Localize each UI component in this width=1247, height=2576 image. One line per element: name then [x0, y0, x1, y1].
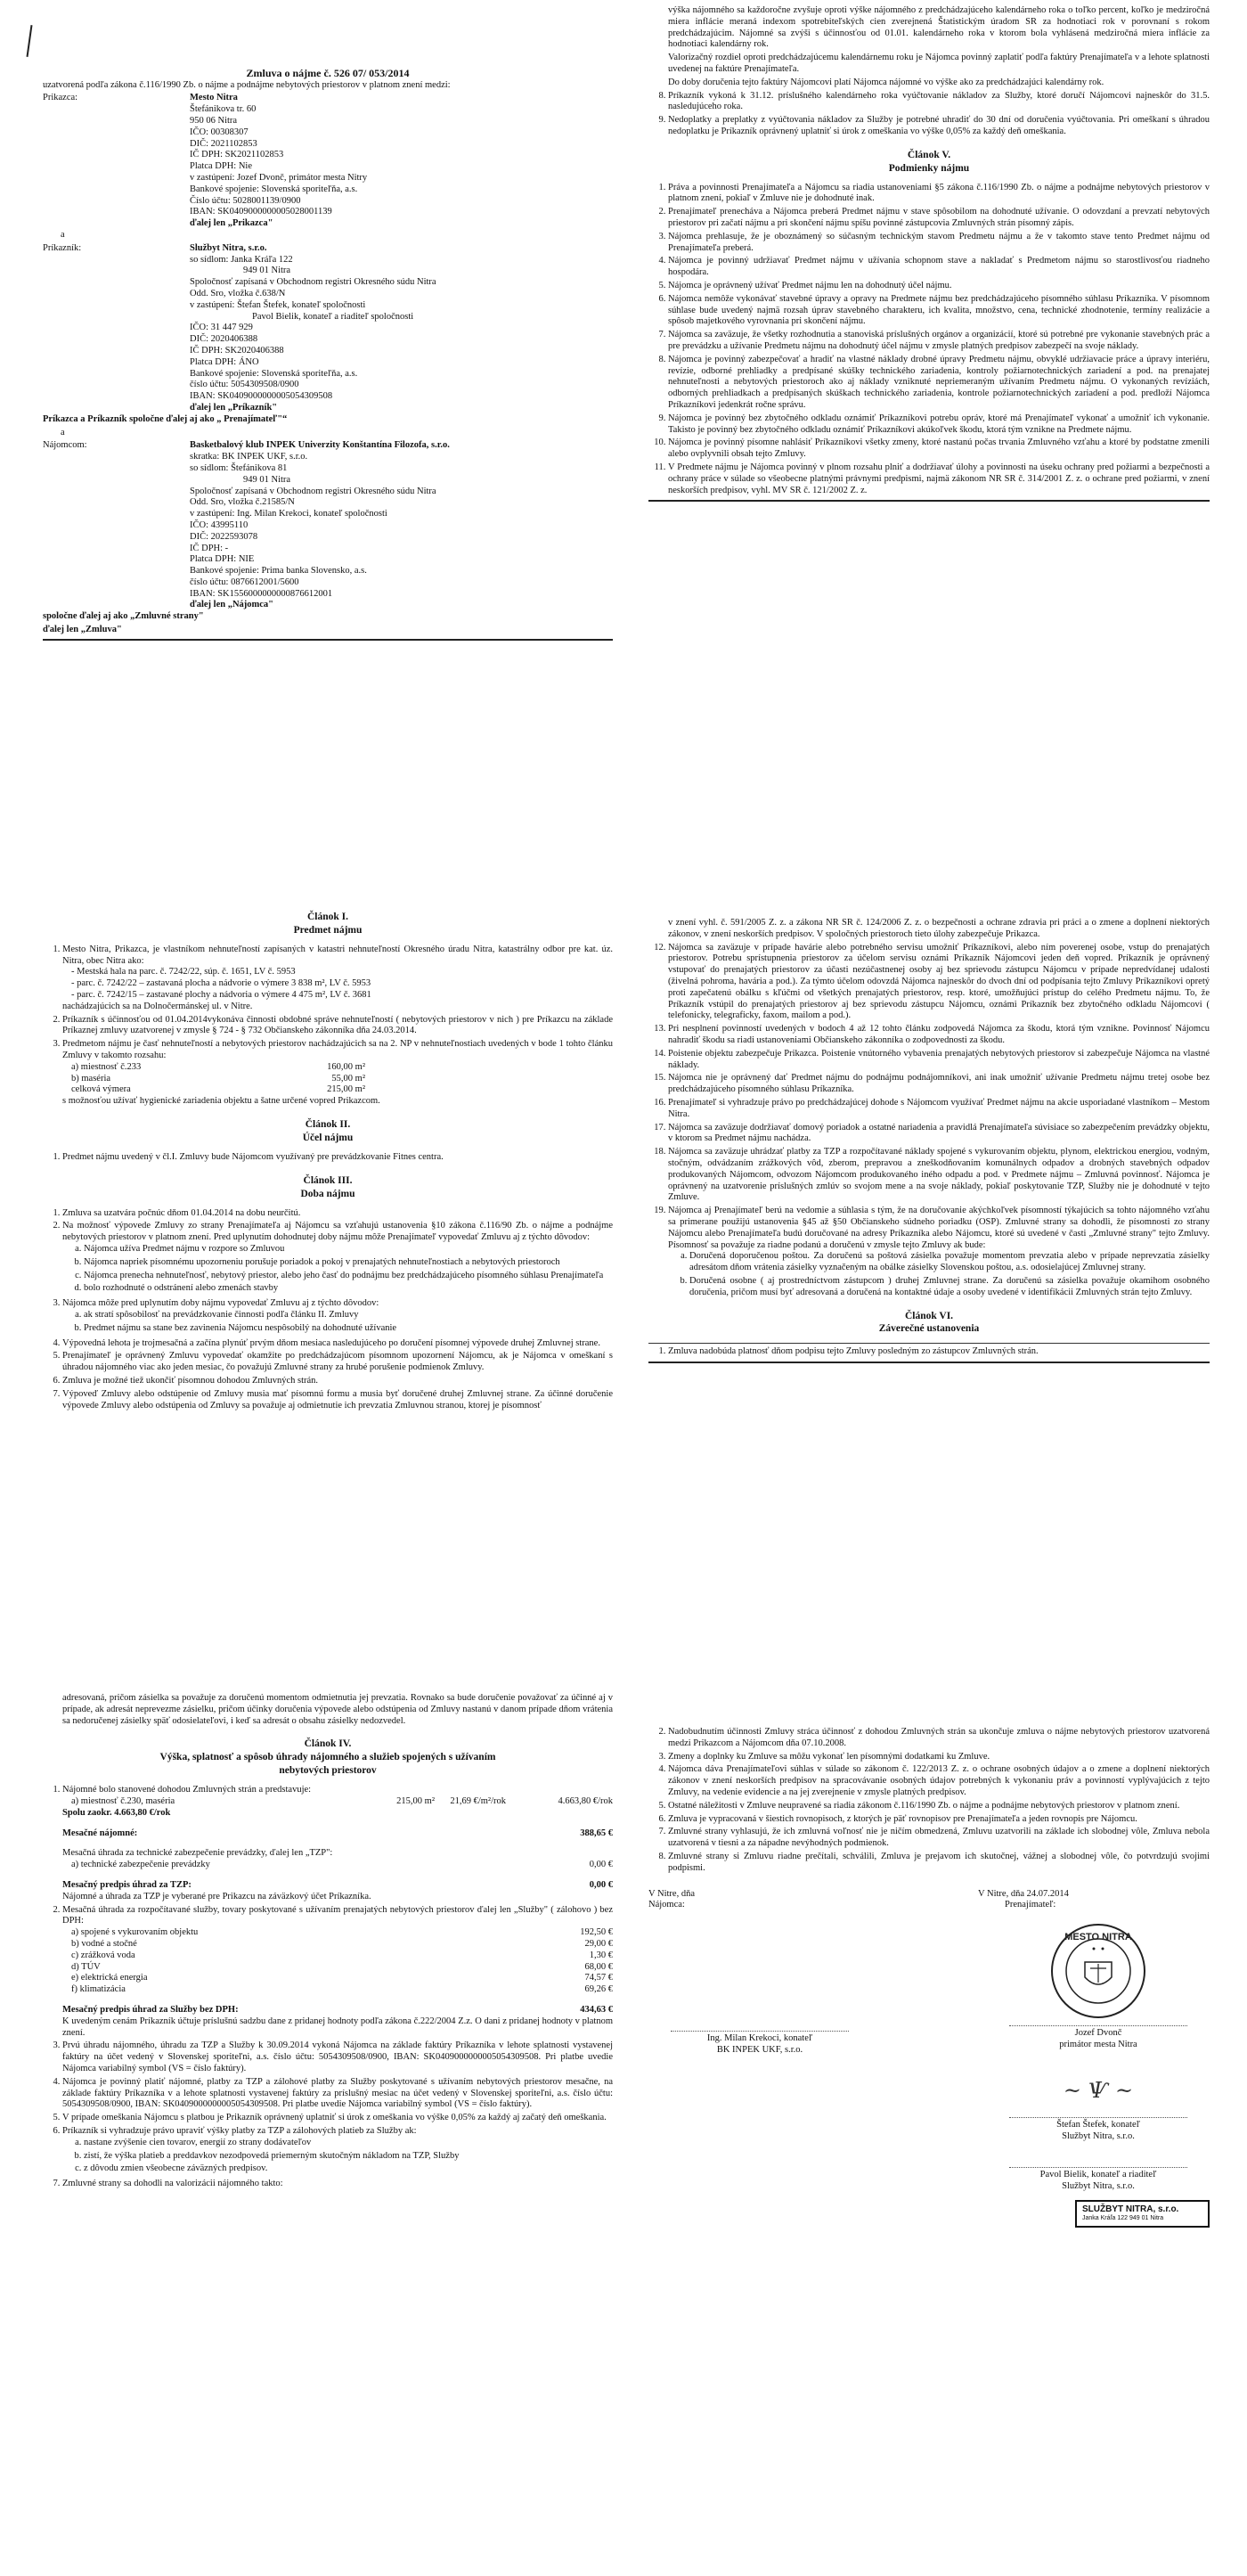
sublist-item: b. Doručená osobne ( aj prostredníctvom zástupcom ) druhej Zmluvnej strane. Za doručenú sa zásielka považuje okamihom osobného doručenia, pričom musí byť adresovaná a doručená na kontaktné údaje a osoby uvedené v identifikácii Zmluvných strán tejto Zmluvy. [689, 1276, 1210, 1299]
signature-line [1009, 2117, 1187, 2118]
signature-line [1009, 2167, 1187, 2168]
signature-row-2 [648, 2062, 1210, 2143]
tzp-total-row [62, 1880, 613, 1892]
divider [648, 1362, 1210, 1363]
list-item: 5. Prenajímateľ je oprávnený Zmluvu vypovedať okamžite po predchádzajúcom písomnom upozornení Nájomcu, ak je Nájomca v omeškaní s úhradou nájomného viac ako jeden mesiac, čo považujú Zmluvné strany za hrubé porušenie podmienok Zmluvy. [62, 1351, 613, 1374]
service-value: 1,30 € [589, 1950, 613, 1960]
list-item: 4. Nájomca je povinný platiť nájomné, platby za TZP a zálohové platby za Služby poskytované s užívaním nebytových priestorov mesačne, na základe faktúry Príkazníka v a lehote splatnosti vystavenej faktúry za príslušný mesiac na účet vedený v Slovenskej sporiteľni, a.s. číslo účtu: 5054309508/0900, IBAN: SK0409000000005054309508. Pri platbe uvedie Nájomca variabilný symbol (VS = číslo faktúry). [62, 2077, 613, 2111]
handwritten-signature: ~ Ѱ ~ [1063, 2077, 1134, 2103]
list-item-text: Písomnosť sa považuje za riadne podanú a doručenú v zmysle tejto Zmluvy ak bude: [668, 1239, 986, 1250]
sublist [668, 1251, 1210, 1298]
list-item [62, 1221, 613, 1295]
area-value: 160,00 m² [327, 1061, 365, 1072]
party-line: 950 06 Nitra [190, 116, 238, 127]
party-line: Bankové spojenie: Slovenská sporiteľňa, a.s. [190, 368, 358, 379]
service-label: f) klimatizácia [71, 1984, 126, 1995]
paragraph: v znení vyhl. č. 591/2005 Z. z. a zákona NR SR č. 124/2006 Z. z. o bezpečnosti a ochrane zdravia pri práci a o zmene a doplnení niektorých zákonov, v znení neskorších predpisov. V spoločných priestoroch tieto úlohy zabezpečuje Prikazca. [668, 918, 1210, 939]
list-item: 1. Zmluva nadobúda platnosť dňom podpisu tejto Zmluvy posledným zo zástupcov Zmluvných strán. [668, 1346, 1210, 1358]
rent-row [62, 1796, 613, 1808]
party-role: Príkazník: [43, 242, 82, 253]
list-item: 8. Zmluvné strany si Zmluvu riadne prečítali, schválili, Zmluva je prejavom ich skutočnej, vážnej a slobodnej vôle, čo potvrdzujú svojimi podpismi. [668, 1852, 1210, 1875]
final-provisions-block [648, 1727, 1210, 2576]
sublist-item: b. Nájomca napriek písomnému upozorneniu porušuje poriadok a pokoj v prenajatých nehnuteľnostiach a nebytových priestoroch [84, 1257, 613, 1269]
paragraph: Valorizačný rozdiel oproti predchádzajúcemu kalendárnemu roku je Nájomca povinný zaplatiť podľa faktúry Prenajímateľa v a lehote splatnosti uvedenej na faktúre Prenajímateľa. [668, 53, 1210, 74]
term-list [43, 1208, 613, 1412]
party-line: ďalej len „Príkazník" [190, 402, 278, 413]
services-table [62, 1927, 613, 1996]
list-item: 6. Nájomca nemôže vykonávať stavebné úpravy a opravy na Predmete nájmu bez predchádzajúceho písomného súhlasu Príkazníka. V písomnom súhlase bude uvedený najmä rozsah úprav stavebného charakteru, ich kvalita, množstvo, cena, technické zhodnotenie, termíny realizácie a spôsob majetkového vyrovnania pri skončení nájmu. [668, 294, 1210, 328]
conjunction: a [61, 427, 65, 438]
signature-line [1009, 2025, 1187, 2026]
article-number: Článok II. [305, 1119, 351, 1131]
signature-row-1 [648, 1917, 1210, 2057]
further-definition: ďalej len „Zmluva" [43, 625, 122, 635]
list-item: 6. Zmluva je možné tiež ukončiť písomnou dohodou Zmluvných strán. [62, 1376, 613, 1387]
party-line: v zastúpení: Štefan Štefek, konateľ spoločnosti [190, 299, 366, 310]
tzp-item-value: 0,00 € [589, 1860, 613, 1870]
sublist-text: parc. č. 7242/15 – zastavané plochy a nádvoria o výmere 4 475 m², LV č. 3681 [77, 990, 371, 1001]
service-label: a) spojené s vykurovaním objektu [71, 1927, 199, 1938]
area-label: a) miestnosť č.233 [71, 1061, 142, 1072]
list-item: 16. Prenajímateľ si vyhradzuje právo po predchádzajúcej dohode s Nájomcom využívať Predmet nájmu na akcie usporiadané vlastníkom – Mestom Nitra. [668, 1098, 1210, 1121]
article-heading [648, 1310, 1210, 1337]
signature-row-3 [648, 2147, 1210, 2193]
list-item [668, 943, 1210, 1023]
party-line: Bankové spojenie: Prima banka Slovensko, a.s. [190, 566, 367, 577]
service-value: 29,00 € [584, 1938, 613, 1949]
sublist-item: - parc. č. 7242/22 – zastavaná plocha a nádvorie o výmere 3 838 m², LV č. 5953 [71, 978, 371, 989]
payments-list [43, 1785, 613, 2190]
service-row [71, 1939, 613, 1950]
party-name: Službyt Nitra, s.r.o. [190, 242, 267, 253]
party-line: číslo účtu: 5054309508/0900 [190, 380, 299, 390]
list-item: 3. Zmeny a doplnky ku Zmluve sa môžu vykonať len písomnými dodatkami ku Zmluve. [668, 1752, 1210, 1763]
article-number: Článok IV. [304, 1738, 352, 1750]
party-line: 949 01 Nitra [243, 474, 291, 485]
party-line: IČ DPH: SK2021102853 [190, 150, 284, 160]
signer-role: Prenajímateľ: [1005, 1900, 1056, 1910]
article-title: Podmienky nájmu [888, 162, 970, 174]
article-heading [648, 149, 1210, 176]
party-prikaznik [43, 243, 613, 414]
sublist-text: parc. č. 7242/22 – zastavaná plocha a nádvorie o výmere 3 838 m², LV č. 5953 [77, 978, 371, 989]
rent-sum: Spolu zaokr. 4.663,80 €/rok [62, 1807, 171, 1818]
sublist-item: - parc. č. 7242/15 – zastavané plochy a nádvoria o výmere 4 475 m², LV č. 3681 [71, 990, 371, 1001]
list-item-text: Príkazník si vyhradzuje právo upraviť výšky platby za TZP a zálohových platieb za Služby ak: [62, 2125, 417, 2136]
list-item [62, 1905, 613, 2040]
signature-left [648, 1917, 871, 2057]
rent-total: 4.663,80 €/rok [558, 1796, 613, 1806]
party-role: Prikazca: [43, 93, 78, 103]
payments-block [43, 1693, 613, 2576]
list-item: 11. V Predmete nájmu je Nájomca povinný v plnom rozsahu plniť a dodržiavať úlohy a povinnosti na úseku ochrany pred požiarmi a bezpečnosti a ochrany práce v súlade so všeobecne platnými právnymi predpismi, najmä zákonom NR SR č. 314/2001 Z. z. o ochrane pred požiarmi, v znení neskorších predpisov, vyhl. MV SR č. 121/2002 Z. z. [668, 462, 1210, 496]
list-item: 7. Nájomca sa zaväzuje, že všetky rozhodnutia a stanoviská príslušných orgánov a organizácií, ktoré sú potrebné pre vykonanie stavebných prác a pre prevádzku a užívanie Predmetu nájmu na dohodnutý účel nájmu v zmysle platných predpisov zabezpečí na svoje náklady. [668, 330, 1210, 353]
service-value: 69,26 € [584, 1984, 613, 1995]
area-row [71, 1062, 365, 1074]
contract-header-block [43, 67, 613, 873]
conditions-cont-block [648, 918, 1210, 1704]
purpose-list [43, 1152, 613, 1164]
list-item: 7. Zmluvné strany vyhlasujú, že ich zmluvná voľnosť nie je ničím obmedzená, Zmluvu uzatvorili na základe ich slobodnej vôle, Zmluva nebola uzatvorená v tiesni a za nápadne nevýhodných podmienok. [668, 1827, 1210, 1850]
payment-list [648, 91, 1210, 138]
sublist [62, 2138, 613, 2175]
party-line: Odd. Sro, vložka č.638/N [190, 288, 286, 298]
party-info [190, 93, 613, 230]
sublist [62, 967, 613, 1001]
party-line: so sídlom: Janka Kráľa 122 [190, 254, 293, 265]
service-row [71, 1950, 613, 1962]
list-item [62, 1785, 613, 1902]
list-item-text: Nájomca sa zaväzuje v prípade havárie alebo potrebného servisu umožniť Príkazníkovi, alebo ním poverenej osobe, vstup do prenajatých priestorov. Potrebu sprístupnenia priestorov za účelom servisu oznámi Príkazník Nájomcovi jeden deň vopred. [668, 942, 1210, 964]
list-item [62, 1039, 613, 1108]
service-row [71, 1927, 613, 1939]
party-line: Číslo účtu: 5028001139/0900 [190, 195, 301, 206]
place-date: V Nitre, dňa [648, 1888, 696, 1899]
tzp-intro: Mesačná úhrada za technické zabezpečenie prevádzky, ďalej len „TZP": [62, 1848, 333, 1859]
list-item: 4. Výpovedná lehota je trojmesačná a začína plynúť prvým dňom mesiaca nasledujúceho po doručení písomnej výpovede druhej Zmluvnej strane. [62, 1338, 613, 1350]
party-line: 949 01 Nitra [243, 266, 291, 276]
list-item: 8. Príkazník vykoná k 31.12. príslušného kalendárneho roka vyúčtovanie nákladov za Služby, ktoré doručí Nájomcovi najneskôr do 31.5. nasledujúceho roka. [668, 91, 1210, 114]
list-item: 6. Zmluva je vypracovaná v šiestich rovnopisoch, z ktorých je päť rovnopisov pre Prenajímateľa a jeden rovnopis pre Nájomcu. [668, 1814, 1210, 1826]
list-item-text: Na možnosť výpovede Zmluvy zo strany Prenajímateľa aj Nájomcu sa vzťahujú ustanovenia §10 zákona č.116/90 Zb. o nájme a podnájme nebytových priestorov v platnom znení. [62, 1221, 613, 1243]
services-total-label: Mesačný predpis úhrad za Služby bez DPH: [62, 2004, 239, 2015]
list-item: 4. Nájomca je povinný udržiavať Predmet nájmu v užívania schopnom stave a nakladať s Predmetom nájmu so starostlivosťou riadneho hospodára. [668, 256, 1210, 279]
list-item [62, 2126, 613, 2175]
area-row [71, 1084, 365, 1096]
list-item: 5. Ostatné náležitosti v Zmluve neupravené sa riadia zákonom č.116/1990 Zb. o nájme a podnájme nebytových priestorov v platnom znení. [668, 1801, 1210, 1812]
city-seal-stamp [1049, 1922, 1147, 2020]
joint-definition: Príkazca a Príkazník spoločne ďalej aj ako „ Prenajímateľ"“ [43, 413, 288, 424]
list-item-text: Nájomné bolo stanovené dohodou Zmluvných strán a predstavuje: [62, 1785, 312, 1795]
party-line: IČ DPH: SK2020406388 [190, 345, 284, 356]
sublist-item: b. zistí, že výška platieb a preddavkov nezodpovedá priemerným skutočným nákladom na TZP, Služby [84, 2151, 613, 2163]
sublist-item: a. Nájomca užíva Predmet nájmu v rozpore so Zmluvou [84, 1244, 613, 1255]
list-item-text: Nájomca sa zaväzuje uhrádzať platby za TZP a rozpočítavané náklady spojené s vykurovaním objektu, plynom, elektrickou energiou, vodným, stočným, odvádzaním zrážkových vôd, zberom, prepravou a zneškodňovaním komunálnych odpadov a drobných stavebných odpadov produkovaných Nájomcom, odvozom Nájomcom produkovaného iného odpadu a pod. v Predmete nájmu – Zmluvná povinnosť. [668, 1147, 1210, 1180]
list-item-text: nachádzajúcich sa na Dolnočermánskej ul. v Nitre. [62, 1001, 253, 1011]
company-stamp-address: Janka Kráľa 122 949 01 Nitra [1082, 2215, 1164, 2222]
party-line: Spoločnosť zapísaná v Obchodnom registri Okresného súdu Nitra [190, 486, 436, 496]
article-number: Článok III. [303, 1174, 353, 1186]
stamp-text: MESTO NITRA [1064, 1932, 1132, 1943]
together-definition: spoločne ďalej aj ako „Zmluvné strany" [43, 611, 204, 622]
conditions-list-cont [648, 943, 1210, 1299]
divider [43, 639, 613, 641]
party-line: ďalej len „Nájomca" [190, 600, 274, 610]
signature-left-header [648, 1889, 695, 1912]
party-line: číslo účtu: 0876612001/5600 [190, 577, 299, 587]
article-number: Článok I. [306, 912, 349, 922]
area-value: 215,00 m² [327, 1084, 365, 1095]
party-name: Mesto Nitra [190, 93, 238, 103]
service-row [71, 1984, 613, 1996]
paragraph: výška nájomného sa každoročne zvyšuje oproti výške nájomného z predchádzajúceho kalendárneho roka o toľko percent, koľko je medziročná miera inflácie meraná indexom spotrebiteľských cien zverejnená Štatistickým úradom SR za hodnotiaci rok v porovnaní s rokom predchádzajúcim. Nájomné sa zvýši s účinnosťou od 01.01. kalendárneho roka v ktorom bola vyhlásená medziročná miera inflácie za hodnotiaci kalendárny rok. [668, 5, 1210, 50]
article-heading [43, 1174, 613, 1201]
place-date: V Nitre, dňa 24.07.2014 [978, 1888, 1069, 1899]
signer-org: BK INPEK UKF, s.r.o. [716, 2044, 803, 2055]
list-item: 10. Nájomca je povinný písomne nahlásiť Príkazníkovi všetky zmeny, ktoré nastanú počas trvania Zmluvného vzťahu a ktoré by podstatne zmenili alebo ovplyvnili obsah tejto Zmluvy. [668, 438, 1210, 461]
list-item-text: Nájomca je oprávnený na uzatvorenie príslušných zmlúv so svojom mene a na svoje náklady, pokiaľ poskytovanie TZP, Služby nie je dohodnuté v tejto Zmluve. [668, 1169, 1210, 1203]
party-line: DIČ: 2020406388 [190, 334, 258, 345]
paragraph: adresovaná, pričom zásielka sa považuje za doručenú momentom odmietnutia jej prevzatia. Rovnako sa bude doručenie považovať za účinné aj v prípade, ak adresát neprevezme zásielku, pričom účinky doručenia výpovede alebo odstúpenia od Zmluvy nastanú v danom prípade dňom vrátenia sa nedoručenej zásielky späť odosielateľovi, i keď sa adresát o obsahu zásielky nedozvedel. [62, 1693, 613, 1726]
list-item: 3. Nájomca prehlasuje, že je oboznámený so súčasným technickým stavom Predmetu nájmu a že v takomto stave tento Predmet nájmu od Prenajímateľa preberá. [668, 232, 1210, 255]
party-line: IČO: 43995110 [190, 519, 249, 530]
area-label: celková výmera [71, 1084, 131, 1095]
sublist-item: a. ak stratí spôsobilosť na prevádzkovanie činnosti podľa článku II. Zmluvy [84, 1310, 613, 1321]
sublist-item: a. Doručená doporučenou poštou. Za doručenú sa poštová zásielka považuje momentom prevzatia alebo v prípade neprevzatia zásielky adresátom dňom vrátenia zásielky vyznačeným na obálke zásielky Slovenskou poštou, a.s. odosielajúcej Zmluvnej strany. [689, 1251, 1210, 1274]
list-item: 8. Nájomca je povinný zabezpečovať a hradiť na vlastné náklady drobné úpravy Predmetu nájmu, obvyklé udržiavacie práce a úpravy interiéru, revízie, odborné prehliadky a predpísané skúšky technického zariadenia, kontroly požiarnotechnických zariadení a pod. na prenajatej nehnuteľnosti a nebytových priestoroch ako aj náklady vzniknuté nepriemeraným užívaním Predmetu nájmu. O vykonaných revíziách, odborných prehliadkach a predpísaných skúškach technického zariadenia, kontrole požiarnotechnických zariadení a pod. predloží Nájomca Príkazníkovi jedenkrát ročne správu. [668, 355, 1210, 412]
article-title: Záverečné ustanovenia [878, 1323, 980, 1335]
service-row [71, 1962, 613, 1974]
list-item: 9. Nedoplatky a preplatky z vyúčtovania nákladov za Služby je potrebné uhradiť do 30 dní od doručenia vyúčtovania. Pri omeškaní s úhradou nedoplatku je Príkazník oprávnený uplatniť si úrok z omeškania vo výške 0,05% za každý deň omeškania. [668, 115, 1210, 138]
party-line: DIČ: 2021102853 [190, 138, 257, 149]
sublist-item: c. z dôvodu zmien všeobecne záväzných predpisov. [84, 2163, 613, 2175]
party-line: IČO: 00308307 [190, 127, 249, 137]
list-item: 14. Poistenie objektu zabezpečuje Prikazca. Poistenie vnútorného vybavenia prenajatých nebytových priestorov si zabezpečuje Nájomca na vlastné náklady. [668, 1049, 1210, 1072]
party-line: IBAN: SK1556000000000876612001 [190, 588, 333, 599]
list-item-text: Nájomca môže pred uplynutím doby nájmu vypovedať Zmluvu aj z týchto dôvodov: [62, 1298, 379, 1309]
list-item-text: Mesto Nitra, Prikazca, je vlastníkom nehnuteľností zapísaných v katastri nehnuteľností Okresného úradu Nitra, katastrálny odbor pre kat. úz. Nitra, obec Nitra ako: [62, 944, 613, 966]
service-value: 74,57 € [584, 1973, 613, 1983]
list-item-text: s možnosťou užívať hygienické zariadenia objektu a šatne určené vopred Prikazcom. [62, 1096, 380, 1107]
list-item: 4. Nájomca dáva Prenajímateľovi súhlas v súlade so zákonom č. 122/2013 Z. z. o ochrane osobných údajov a o zmene a doplnení niektorých zákonov v znení neskorších predpisov na spracovávanie osobných údajov potrebných k vykonaniu práv a povinností vyplývajúcich z tejto Zmluvy, na vedenie evidencie a na jej zverejnenie v zmysle platných predpisov. [668, 1764, 1210, 1798]
pen-mark [27, 25, 33, 57]
area-value: 55,00 m² [331, 1073, 365, 1084]
monthly-rent-label: Mesačné nájomné: [62, 1828, 138, 1838]
final-list-cont [648, 1727, 1210, 1875]
sublist-item: d. bolo rozhodnuté o odstránení alebo zmenách stavby [84, 1283, 613, 1295]
article-heading [43, 1118, 613, 1145]
list-item: 13. Pri nesplnení povinností uvedených v bodoch 4 až 12 tohto článku zodpovedá Nájomca za škodu, ktorá tým vznikne. Povinnosť Nájomcu nahradiť škodu sa riadi ustanoveniami Občianskeho zákonníka o zodpovednosti za škodu. [668, 1024, 1210, 1047]
party-line: Platca DPH: Nie [190, 161, 252, 172]
tzp-total-value: 0,00 € [589, 1879, 613, 1890]
party-name: Basketbalový klub INPEK Univerzity Konštantína Filozofa, s.r.o. [190, 440, 450, 451]
sublist-item: c. Nájomca prenecha nehnuteľnosť, nebytový priestor, alebo jeho časť do podnájmu bez predchádzajúceho písomného súhlasu Prenajímateľa [84, 1271, 613, 1282]
article-title: Doba nájmu [300, 1188, 355, 1199]
tzp-item-label: a) technické zabezpečenie prevádzky [71, 1860, 210, 1870]
paragraph: Do doby doručenia tejto faktúry Nájomcovi platí Nájomca nájomné vo výške ako za predchádzajúci kalendárny rok. [668, 77, 1104, 87]
divider [648, 500, 1210, 502]
sublist-item: a. nastane zvýšenie cien tovarov, energií zo strany dodávateľov [84, 2138, 613, 2149]
party-prikazca [43, 93, 613, 230]
tzp-total-label: Mesačný predpis úhrad za TZP: [62, 1879, 192, 1890]
list-item-text: Príkazník je oprávnený vstupovať do prenajatých priestorov za účasti nezúčastnenej osoby aj bez sprievodu zástupcu Nájomcu v prípade nepredvídanej udalosti (živelná pohroma, havária a pod.). Za týmto účelom odovzdá Nájomca najneskôr do dvoch dní od podpísania tejto Zmluvy Príkazníkovi opretý proti zapečatenú obálku s kľúčmi od všetkých prenajatých priestorov, resp. ktoré, umožňujúci prístup do celého Predmetu nájmu. To, že Príkazník vstúpil do prenajatých priestorov aj bez sprievodu zástupcu Nájomcu, oznámi Príkazník bez zbytočného odkladu Nájomcovi ( telefonicky, telegraficky, faxom, mailom a pod.). [668, 953, 1210, 1021]
party-line: DIČ: 2022593078 [190, 531, 258, 542]
list-item: 7. Zmluvné strany sa dohodli na valorizácii nájomného takto: [62, 2179, 613, 2190]
service-label: c) zrážková voda [71, 1950, 135, 1960]
party-line: so sídlom: Štefánikova 81 [190, 462, 288, 473]
list-item: 7. Výpoveď Zmluvy alebo odstúpenie od Zmluvy musia mať písomnú formu a musia byť doručené druhej Zmluvnej strane. Za účinné doručenie výpovede Zmluvy alebo odstúpenia od Zmluvy sa považuje aj odmietnutie ich prevzatia Zmluvnou stranou, ktorej je písomnosť [62, 1389, 613, 1412]
party-line: v zastúpení: Jozef Dvonč, primátor mesta Nitry [190, 173, 368, 183]
contract-intro: uzatvorená podľa zákona č.116/1990 Zb. o nájme a podnájme nebytových priestorov v platnom znení medzi: [43, 79, 451, 90]
articles-1-3-block [43, 900, 613, 1648]
party-line: ďalej len „Prikazca" [190, 218, 273, 229]
divider [648, 1343, 1210, 1344]
article-heading [43, 1738, 613, 1778]
subject-list [43, 945, 613, 1108]
article-number: Článok VI. [904, 1310, 954, 1321]
conjunction: a [61, 229, 65, 240]
list-item: 15. Nájomca nie je oprávnený dať Predmet nájmu do podnájmu podnájomníkovi, ani inak umožniť užívanie Predmetu nájmu tretej osobe bez predchádzajúceho písomného súhlasu Príkazníka. [668, 1073, 1210, 1096]
list-item-text: Mesačná úhrada za rozpočítavané služby, tovary poskytované s užívaním prenajatých nebytových priestorov ďalej len „Služby" ( zálohovo ) bez DPH: [62, 1904, 613, 1926]
sublist-item: - Mestská hala na parc. č. 7242/22, súp. č. 1651, LV č. 5953 [71, 967, 296, 977]
tzp-note: Nájomné a úhrada za TZP je vyberané pre Prikazcu na záväzkový účet Príkazníka. [62, 1891, 371, 1901]
signer-role: primátor mesta Nitra [1059, 2039, 1137, 2049]
area-table [62, 1062, 365, 1096]
list-item: 3. Prvú úhradu nájomného, úhradu za TZP a Služby k 30.09.2014 vykoná Nájomca na základe faktúry Príkazníka v lehote splatnosti vystavenej faktúry na účet vedený v Slovenskej sporiteľni, a.s. číslo účtu: 5054309508/0900, IBAN: SK0409000000005054309508. Pri platbe uvedie Nájomca variabilný symbol (VS = číslo faktúry). [62, 2040, 613, 2074]
signer-name: Jozef Dvonč [1074, 2028, 1122, 2039]
tzp-item-row [62, 1860, 613, 1871]
sublist-item: b. Predmet nájmu sa stane bez zavinenia Nájomcu nespôsobilý na dohodnuté užívanie [84, 1323, 613, 1335]
sublist-text: Mestská hala na parc. č. 7242/22, súp. č. 1651, LV č. 5953 [77, 967, 296, 977]
signature-right-3 [987, 2147, 1210, 2193]
signer-name: Pavol Bielik, konateľ a riaditeľ [1039, 2170, 1157, 2180]
list-item: 1. Zmluva sa uzatvára počnúc dňom 01.04.2014 na dobu neurčitú. [62, 1208, 613, 1220]
article-number: Článok V. [907, 149, 951, 160]
article-title: Výška, splatnosť a spôsob úhrady nájomného a služieb spojených s užívaním [159, 1752, 496, 1763]
list-item-text: Pred uplynutím dohodnutej doby nájmu môže Prenajímateľ vypovedať Zmluvu aj z týchto dôvodov: [213, 1232, 590, 1243]
signer-name: Ing. Milan Krekoci, konateľ [706, 2033, 813, 2044]
service-value: 68,00 € [584, 1961, 613, 1972]
party-line: Platca DPH: ÁNO [190, 356, 259, 367]
area-row [71, 1074, 365, 1085]
party-line: Odd. Sro, vložka č.21585/N [190, 497, 295, 508]
company-stamp-title: SLUŽBYT NITRA, s.r.o. [1082, 2204, 1179, 2214]
list-item [62, 1298, 613, 1334]
signature-right-2 [987, 2062, 1210, 2143]
list-item: 17. Nájomca sa zaväzuje dodržiavať domový poriadok a ostatné nariadenia a pravidlá Prenajímateľa súvisiace so zabezpečením prevádzky objektu, v ktorom sa Predmet nájmu nachádza. [668, 1123, 1210, 1146]
area-label: b) maséria [71, 1073, 111, 1084]
list-item: 1. Predmet nájmu uvedený v čl.I. Zmluvy bude Nájomcom využívaný pre prevádzkovanie Fitnes centra. [62, 1152, 613, 1164]
party-line: IČO: 31 447 929 [190, 323, 253, 333]
party-info [190, 440, 613, 611]
party-line: Platca DPH: NIE [190, 554, 255, 565]
list-item: 1. Práva a povinnosti Prenajímateľa a Nájomcu sa riadia ustanoveniami §5 zákona č.116/1990 Zb. o nájme a podnájme nebytových priestorov v platnom znení, pokiaľ v Zmluve nie je dohodnuté inak. [668, 183, 1210, 206]
conditions-list [648, 183, 1210, 497]
company-stamp [1075, 2200, 1210, 2228]
list-item: 2. Príkazník s účinnosťou od 01.04.2014vykonáva činnosti obdobné správe nehnuteľností ( nebytových priestorov v nich ) pre Príkazcu na základe Príkaznej zmluvy uzatvorenej v zmysle § 724 - § 732 Občianskeho zákonníka dňa 24.03.2014. [62, 1015, 613, 1038]
signer-org: Službyt Nitra, s.r.o. [1062, 2181, 1135, 2192]
list-item-text: Predmetom nájmu je časť nehnuteľností a nebytových priestorov nachádzajúcich sa na 2. NP v nehnuteľnostiach uvedených v bode 1 tohto článku Zmluvy v takomto rozsahu: [62, 1039, 613, 1061]
list-item: 9. Nájomca je povinný bez zbytočného odkladu oznámiť Príkazníkovi potrebu opráv, ktoré má Prenajímateľ vykonať a umožniť ich vykonanie. Takisto je povinný bez zbytočného odkladu oznámiť Príkazníkovi akúkoľvek škodu, ktorá tým vznikne na Predmete nájmu. [668, 413, 1210, 437]
signer-role: Nájomca: [648, 1900, 685, 1910]
article-title: Predmet nájmu [293, 924, 363, 936]
party-line: Bankové spojenie: Slovenská sporiteľňa, a.s. [190, 184, 358, 194]
sublist [62, 1310, 613, 1335]
service-row [71, 1973, 613, 1984]
signature-header-row [648, 1889, 1210, 1912]
service-label: b) vodné a stočné [71, 1938, 137, 1949]
party-najomca [43, 440, 613, 611]
service-value: 192,50 € [580, 1927, 613, 1938]
signature-right-header [978, 1889, 1210, 1912]
list-item-text: Nájomca aj Prenajímateľ berú na vedomie a súhlasia s tým, že na doručovanie akýchkoľvek písomností týkajúcich sa tohto nájomného vzťahu sa primerane použijú ustanovenia §45 až §50 Občianskeho súdneho poriadku (OSP). Zmluvné strany sa dohodli, že písomnosti zo strany Nájomcu alebo Prenajímateľa budú doručované na adresy Príkazníka alebo Nájomcu, ktoré sú uvedené v časti „Zmluvné strany" tejto Zmluvy. [668, 1206, 1210, 1239]
list-item [668, 1206, 1210, 1298]
party-line: Štefánikova tr. 60 [190, 104, 257, 115]
sublist [62, 1244, 613, 1295]
list-item: 2. Prenajímateľ prenecháva a Nájomca preberá Predmet nájmu v stave spôsobilom na dohodnuté užívanie. O odovzdaní a prevzatí nebytových priestorov pri začatí nájmu a pri skončení nájmu spíšu povinné zástupcovia Zmluvných strán písomný zápis. [668, 207, 1210, 230]
list-item: 5. V prípade omeškania Nájomcu s platbou je Prikazník oprávnený uplatniť si úrok z omeškania vo výške 0,05% za každý aj začatý deň omeškania. [62, 2113, 613, 2124]
list-item [668, 1147, 1210, 1204]
article-title-cont: nebytových priestorov [279, 1765, 377, 1777]
party-line: v zastúpení: Ing. Milan Krekoci, konateľ spoločnosti [190, 509, 387, 519]
party-line: Pavol Bielik, konateľ a riaditeľ spoločnosti [252, 311, 414, 322]
signature-line [671, 2031, 849, 2032]
services-total-value: 434,63 € [580, 2004, 613, 2015]
rent-rate: 21,69 €/m²/rok [450, 1796, 506, 1806]
contract-title: Zmluva o nájme č. 526 07/ 053/2014 [246, 67, 410, 79]
services-total-row [62, 2005, 613, 2016]
party-line: IČ DPH: - [190, 543, 229, 553]
conditions-block [648, 0, 1210, 900]
party-info [190, 243, 613, 414]
party-line: skratka: BK INPEK UKF, s.r.o. [190, 452, 308, 462]
party-line: IBAN: SK0409000000005028001139 [190, 207, 332, 217]
list-item: 5. Nájomca je oprávnený užívať Predmet nájmu len na dohodnutý účel nájmu. [668, 281, 1210, 292]
service-label: e) elektrická energia [71, 1973, 148, 1983]
rent-label: a) miestnosť č.230, maséria [71, 1796, 175, 1806]
signer-org: Službyt Nitra, s.r.o. [1062, 2130, 1135, 2141]
signature-right-1 [987, 1917, 1210, 2057]
party-line: Spoločnosť zapísaná v Obchodnom registri Okresného súdu Nitra [190, 277, 436, 288]
party-role: Nájomcom: [43, 440, 87, 451]
services-note: K uvedeným cenám Príkazník účtuje príslušnú sadzbu dane z pridanej hodnoty podľa zákona č.222/2004 Z.z. O dani z pridanej hodnoty v platnom znení. [62, 2016, 613, 2038]
monthly-rent-row [62, 1828, 613, 1840]
service-label: d) TÚV [71, 1961, 101, 1972]
monthly-rent-value: 388,65 € [580, 1828, 613, 1838]
article-title: Účel nájmu [302, 1132, 354, 1143]
list-item [62, 945, 613, 1013]
article-heading [43, 911, 613, 937]
signer-name: Štefan Štefek, konateľ [1056, 2119, 1140, 2130]
final-list [648, 1346, 1210, 1358]
rent-area: 215,00 m² [396, 1796, 435, 1806]
party-line: IBAN: SK0409000000005054309508 [190, 391, 333, 402]
list-item: 2. Nadobudnutím účinnosti Zmluvy stráca účinnosť z dohodou Zmluvných strán sa ukončuje zmluva o nájme nebytových priestorov uzatvorená medzi Prikazcom a Nájomcom dňa 07.10.2008. [668, 1727, 1210, 1750]
